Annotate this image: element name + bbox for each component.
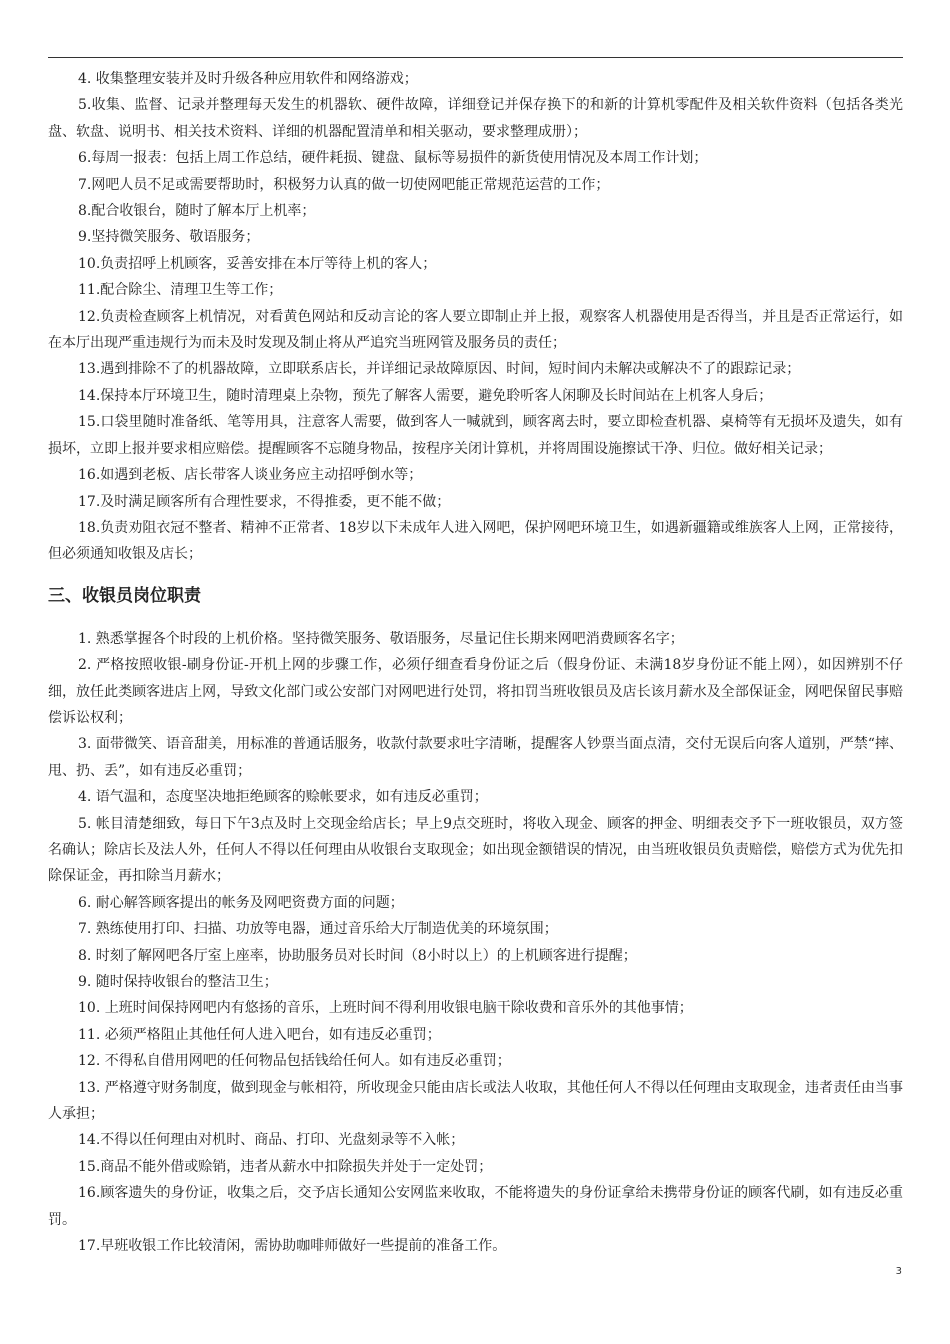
section2-item-17: 17.及时满足顾客所有合理性要求，不得推委，更不能不做； [78,493,451,510]
section2-item-10: 10.负责招呼上机顾客，妥善安排在本厅等待上机的客人； [78,255,437,272]
page-number: 3 [895,1266,902,1277]
section2-item-15: 15.口袋里随时准备纸、笔等用具，注意客人需要，做到客人一喊就到，顾客离去时，要立即检查机器、桌椅等有无损坏及遗失，如有损坏，立即上报并要求相应赔偿。提醒顾客不忘随身物品，按程序关闭计算机，并将周围设施擦试干净、归位。做好相关记录； [48,414,903,457]
section3-item-8: 8. 时刻了解网吧各厅室上座率，协助服务员对长时间（8小时以上）的上机顾客进行提醒； [78,947,637,964]
section2-list [48,66,903,568]
section3-item-17: 17.早班收银工作比较清闲，需协助咖啡师做好一些提前的准备工作。 [78,1238,507,1255]
section3-item-3: 3. 面带微笑、语音甜美，用标准的普通话服务，收款付款要求吐字清晰，提醒客人钞票当面点清，交付无误后向客人道别，严禁“摔、甩、扔、丢”，如有违反必重罚； [48,736,903,779]
section3-item-13: 13. 严格遵守财务制度，做到现金与帐相符，所收现金只能由店长或法人收取，其他任何人不得以任何理由支取现金，违者责任由当事人承担； [48,1079,903,1123]
section2-item-5: 5.收集、监督、记录并整理每天发生的机器软、硬件故障，详细登记并保存换下的和新的计算机零配件及相关软件资料（包括各类光盘、软盘、说明书、相关技术资料、详细的机器配置清单和相关驱动，要求整理成册）； [48,97,903,140]
section3-list [48,626,903,1260]
page-content [48,66,903,1259]
header-rule [48,57,903,58]
section2-item-13: 13.遇到排除不了的机器故障，立即联系店长，并详细记录故障原因、时间，短时间内未解决或解决不了的跟踪记录； [78,361,801,378]
section2-item-8: 8.配合收银台，随时了解本厅上机率； [78,203,316,220]
section3-item-11: 11. 必须严格阻止其他任何人进入吧台，如有违反必重罚； [78,1026,441,1043]
section2-item-6: 6.每周一报表：包括上周工作总结，硬件耗损、键盘、鼠标等易损件的新货使用情况及本周工作计划； [78,150,708,167]
section3-item-12: 12. 不得私自借用网吧的任何物品包括钱给任何人。如有违反必重罚； [78,1053,511,1070]
section3-heading: 三、收银员岗位职责 [48,585,201,606]
section3-item-9: 9. 随时保持收银台的整洁卫生； [78,974,278,990]
section3-item-1: 1. 熟悉掌握各个时段的上机价格。坚持微笑服务、敬语服务，尽量记住长期来网吧消费顾客名字； [78,630,684,647]
section3-item-5: 5. 帐目清楚细致，每日下午3点及时上交现金给店长；早上9点交班时，将收入现金、顾客的押金、明细表交予下一班收银员，双方签名确认；除店长及法人外，任何人不得以任何理由从收银台支取现金；如出现金额错误的情况，由当班收银员负责赔偿，赔偿方式为优先扣除保证金，再扣除当月薪水； [48,815,903,885]
section3-item-15: 15.商品不能外借或赊销，违者从薪水中扣除损失并处于一定处罚； [78,1158,493,1175]
section2-item-11: 11.配合除尘、清理卫生等工作； [78,282,283,299]
section2-item-9: 9.坚持微笑服务、敬语服务； [78,229,260,246]
section3-item-10: 10. 上班时间保持网吧内有悠扬的音乐，上班时间不得利用收银电脑干除收费和音乐外的其他事情； [78,1000,693,1017]
section2-item-14: 14.保持本厅环境卫生，随时清理桌上杂物，预先了解客人需要，避免聆听客人闲聊及长时间站在上机客人身后； [78,387,773,404]
section2-item-7: 7.网吧人员不足或需要帮助时，积极努力认真的做一切使网吧能正常规范运营的工作； [78,176,610,193]
section2-item-12: 12.负责检查顾客上机情况，对看黄色网站和反动言论的客人要立即制止并上报，观察客人机器使用是否得当，并且是否正常运行，如在本厅出现严重违规行为而未及时发现及制止将从严追究当班网管及服务员的责任； [48,308,903,352]
section3-item-16: 16.顾客遗失的身份证，收集之后，交予店长通知公安网监来收取，不能将遗失的身份证拿给未携带身份证的顾客代刷，如有违反必重罚。 [48,1185,903,1228]
section2-item-16: 16.如遇到老板、店长带客人谈业务应主动招呼倒水等； [78,467,423,484]
section3-item-2: 2. 严格按照收银-刷身份证-开机上网的步骤工作，必须仔细查看身份证之后（假身份证、未满18岁身份证不能上网），如因辨别不仔细，放任此类顾客进店上网，导致文化部门或公安部门对网吧进行处罚，将扣罚当班收银员及店长该月薪水及全部保证金，网吧保留民事赔偿诉讼权利； [48,657,903,726]
section2-item-18: 18.负责劝阻衣冠不整者、精神不正常者、18岁以下未成年人进入网吧，保护网吧环境卫生，如遇新疆籍或维族客人上网，正常接待，但必须通知收银及店长； [48,519,903,563]
section3-item-7: 7. 熟练使用打印、扫描、功放等电器，通过音乐给大厅制造优美的环境氛围； [78,921,558,938]
section3-item-14: 14.不得以任何理由对机时、商品、打印、光盘刻录等不入帐； [78,1132,465,1149]
section3-item-6: 6. 耐心解答顾客提出的帐务及网吧资费方面的问题； [78,894,404,911]
section3-item-4: 4. 语气温和，态度坚决地拒绝顾客的赊帐要求，如有违反必重罚； [78,789,488,806]
section2-item-4: 4. 收集整理安装并及时升级各种应用软件和网络游戏； [78,71,418,87]
